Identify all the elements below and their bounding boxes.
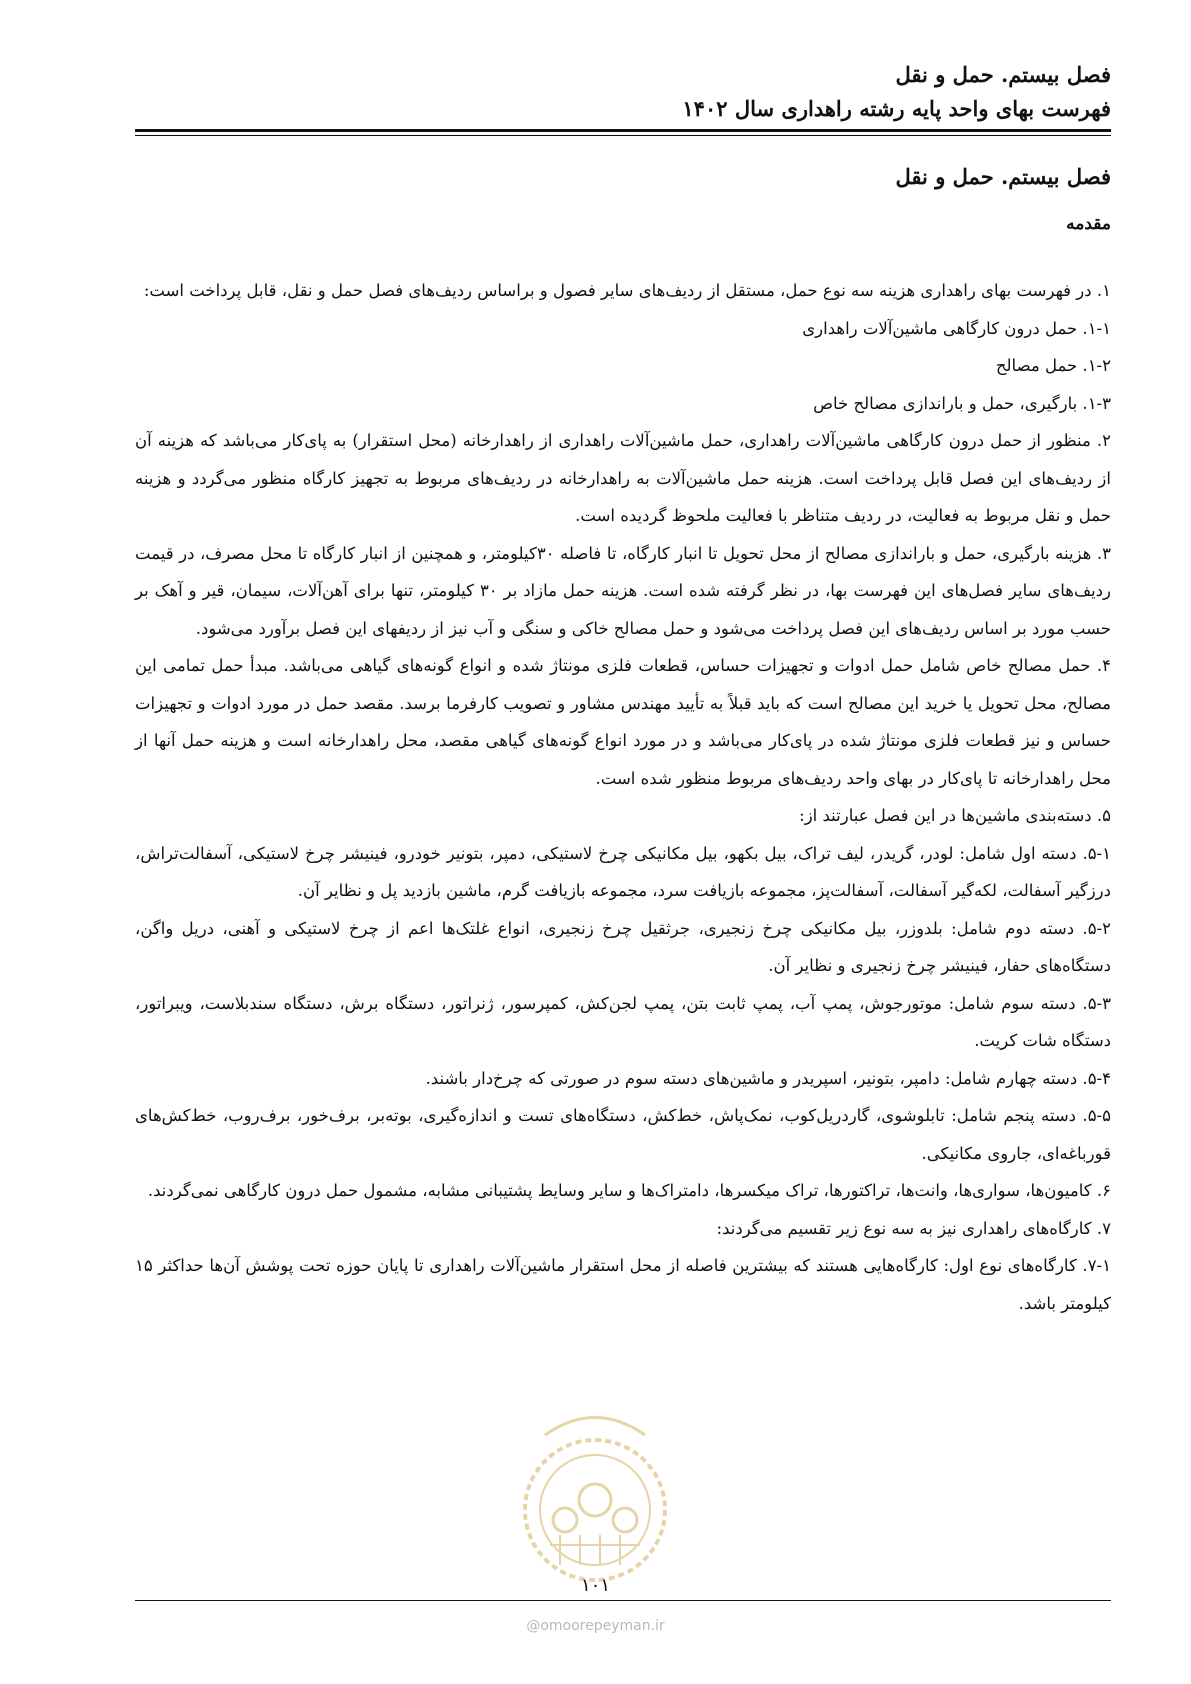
paragraph-5-3: ۵-۳. دسته سوم شامل: موتورجوش، پمپ آب، پمپ ثابت بتن، پمپ لجن‌کش، کمپرسور، ژنراتور، دستگاه برش، دستگاه سندبلاست، ویبراتور، دستگاه شات کریت. [135,993,1111,1050]
header-rule-thick [135,129,1111,132]
watermark-url: @omoorepeyman.ir [526,1618,665,1634]
page-number: ۱۰۱ [580,1575,610,1596]
header-rule-thin [135,135,1111,136]
paragraph-1-1: ۱-۱. حمل درون کارگاهی ماشین‌آلات راهداری [802,318,1111,338]
paragraph-7-1: ۷-۱. کارگاه‌های نوع اول: کارگاه‌هایی هستند که بیشترین فاصله از محل استقرار ماشین‌آلات راهداری تا پایان حوزه تحت پوشش آن‌ها حداکثر ۱۵ کیلومتر باشد. [135,1256,1111,1313]
footer-rule [135,1600,1111,1601]
section-title: فصل بیستم. حمل و نقل [895,164,1111,189]
paragraph-5-5: ۵-۵. دسته پنجم شامل: تابلوشوی، گاردریل‌کوب، نمک‌پاش، خط‌کش، دستگاه‌های تست و اندازه‌گیری، بوته‌بر، برف‌خور، برف‌روب، خط‌کش‌های قورباغه‌ای، جاروی مکانیکی. [135,1106,1111,1163]
paragraph-1-3: ۱-۳. بارگیری، حمل و باراندازی مصالح خاص [813,393,1111,413]
paragraph-5-2: ۵-۲. دسته دوم شامل: بلدوزر، بیل مکانیکی چرخ زنجیری، جرثقیل چرخ زنجیری، انواع غلتک‌ها اعم از چرخ لاستیکی و آهنی، دریل واگن، دستگاه‌های حفار، فینیشر چرخ زنجیری و نظایر آن. [135,918,1111,975]
paragraph-5-4: ۵-۴. دسته چهارم شامل: دامپر، بتونیر، اسپریدر و ماشین‌های دسته سوم در صورتی که چرخ‌دار باشند. [425,1068,1111,1088]
paragraph-5: ۵. دسته‌بندی ماشین‌ها در این فصل عبارتند از: [799,806,1111,825]
paragraph-7: ۷. کارگاه‌های راهداری نیز به سه نوع زیر تقسیم می‌گردند: [716,1218,1111,1238]
paragraph-1-2: ۱-۲. حمل مصالح [995,356,1111,375]
main-content [135,160,1111,1322]
paragraph-2: ۲. منظور از حمل درون کارگاهی ماشین‌آلات راهداری، حمل ماشین‌آلات راهداری از راهدارخانه (محل استقرار) به پای‌کار می‌باشد که هزینه آن از ردیف‌های این فصل قابل پرداخت است. هزینه حمل ماشین‌آلات به راهدارخانه در ردیف‌های مربوط به تجهیز کارگاه منظور می‌گردد و هزینه حمل و نقل مربوط به فعالیت، در ردیف متناظر با فعالیت ملحوظ گردیده است. [135,431,1111,525]
running-header [135,58,1111,126]
paragraph-3: ۳. هزینه بارگیری، حمل و باراندازی مصالح از محل تحویل تا انبار کارگاه، تا فاصله ۳۰کیلومتر، و همچنین از انبار کارگاه تا محل مصرف، در قیمت ردیف‌های سایر فصل‌های این فهرست بها، در نظر گرفته شده است. هزینه حمل مازاد بر ۳۰ کیلومتر، تنها برای آهن‌آلات، سیمان، قیر و آهک بر حسب مورد بر اساس ردیف‌های این فصل پرداخت می‌شود و حمل مصالح خاکی و سنگی و آب نیز از ردیفهای این فصل برآورد می‌شود. [135,543,1112,638]
paragraph-4: ۴. حمل مصالح خاص شامل حمل ادوات و تجهیزات حساس، قطعات فلزی مونتاژ شده و انواع گونه‌های گیاهی می‌باشد. مبدأ حمل تمامی این مصالح، محل تحویل یا خرید این مصالح است که باید قبلاً به تأیید مهندس مشاور و تصویب کارفرما برسد. مقصد حمل در مورد ادوات و تجهیزات حساس و نیز قطعات فلزی مونتاژ شده در پای‌کار می‌باشد و در مورد انواع گونه‌های گیاهی مقصد، محل راهدارخانه است و هزینه حمل آنها از محل راهدارخانه تا پای‌کار در بهای واحد ردیف‌های مربوط منظور شده است. [135,656,1111,788]
header-document-title: فهرست بهای واحد پایه رشته راهداری سال ۱۴۰۲ [682,96,1111,121]
introduction-heading: مقدمه [1066,214,1111,234]
watermark-logo [505,1395,685,1595]
paragraph-6: ۶. کامیون‌ها، سواری‌ها، وانت‌ها، تراکتورها، تراک میکسرها، دامتراک‌ها و سایر وسایط پشتیبانی مشابه، مشمول حمل درون کارگاهی نمی‌گردند. [147,1181,1111,1200]
paragraph-5-1: ۵-۱. دسته اول شامل: لودر، گریدر، لیف تراک، بیل بکهو، بیل مکانیکی چرخ لاستیکی، دمپر، بتونیر خودرو، فینیشر چرخ لاستیکی، آسفالت‌تراش، درزگیر آسفالت، لکه‌گیر آسفالت، آسفالت‌پز، مجموعه بازیافت سرد، مجموعه بازیافت گرم، ماشین بازدید پل و نظایر آن. [135,843,1111,900]
header-chapter-title: فصل بیستم. حمل و نقل [895,62,1111,87]
paragraph-1: ۱. در فهرست بهای راهداری هزینه سه نوع حمل، مستقل از ردیف‌های سایر فصول و براساس ردیف‌های فصل حمل و نقل، قابل پرداخت است: [143,281,1111,300]
